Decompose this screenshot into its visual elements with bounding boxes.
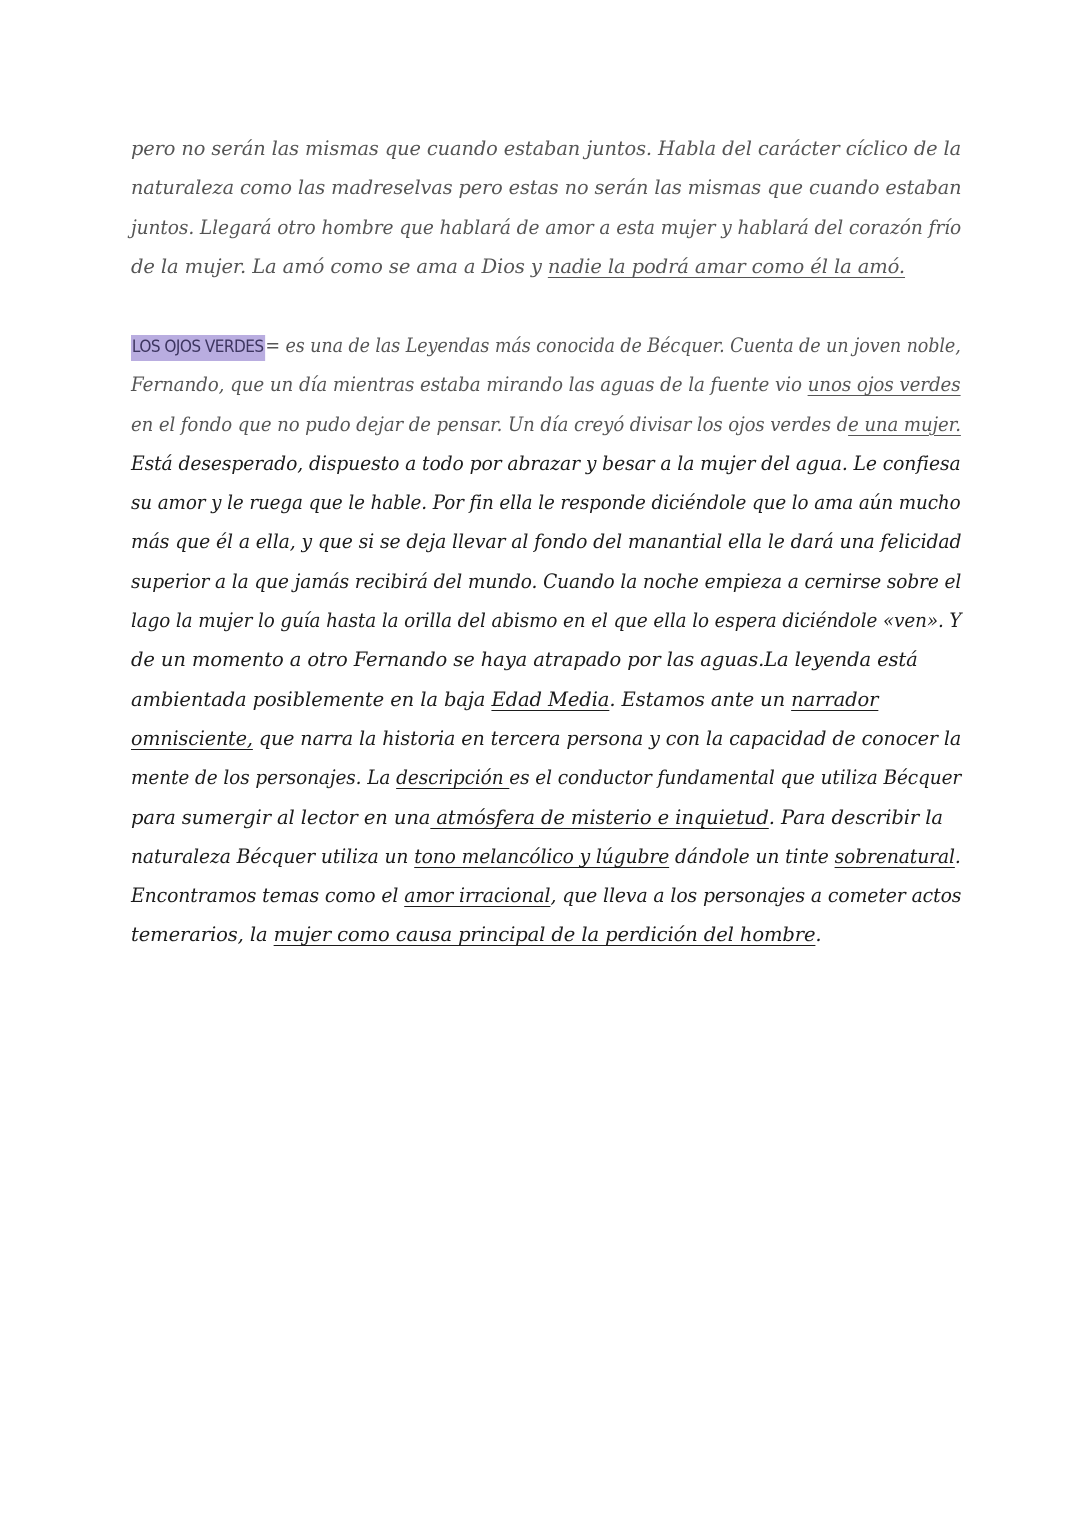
text-segment: . Estamos ante un <box>609 687 792 711</box>
underlined-phrase: mujer como causa principal de la perdición del hombre <box>273 923 816 947</box>
paragraph-los-ojos-verdes <box>131 326 961 955</box>
text-line <box>131 680 961 719</box>
equals-sign: = <box>265 334 280 357</box>
underlined-phrase: tono melancólico y lúgubre <box>414 844 670 868</box>
text-line <box>131 758 962 797</box>
text-line: Está desesperado, dispuesto a todo por abrazar y besar a la mujer del agua. Le confiesa <box>131 451 961 475</box>
text-line: juntos. Llegará otro hombre que hablará de amor a esta mujer y hablará del corazón frío <box>131 215 962 239</box>
text-segment: de la mujer. La amó como se ama a Dios y <box>131 254 548 278</box>
text-segment: . Para describir la <box>768 805 943 829</box>
underlined-phrase: unos ojos verdes <box>807 373 961 397</box>
text-segment: en el fondo que no pudo dejar de pensar. Un día creyó divisar los ojos verdes d <box>131 412 849 436</box>
text-line <box>131 798 961 837</box>
text-segment: dándole un tinte <box>669 844 835 868</box>
text-segment: Encontramos temas como el <box>131 884 405 908</box>
underlined-phrase: descripción <box>396 766 510 790</box>
text-segment: es el conductor fundamental que utiliza Bécquer <box>509 766 962 790</box>
text-line <box>131 405 961 444</box>
text-line: más que él a ella, y que si se deja llevar al fondo del manantial ella le dará una felicidad <box>131 530 962 554</box>
text-segment: . <box>954 844 961 868</box>
text-line: pero no serán las mismas que cuando estaban juntos. Habla del carácter cíclico de la <box>131 137 962 160</box>
underlined-phrase: Edad Media <box>491 687 610 711</box>
text-line: su amor y le ruega que le hable. Por fin ella le responde diciéndole que lo ama aún mucho <box>131 491 961 515</box>
paragraph-poem-summary <box>131 129 961 286</box>
text-line <box>131 247 961 286</box>
underlined-phrase: sobrenatural <box>834 844 955 868</box>
text-segment: para sumergir al lector en una <box>131 805 431 829</box>
text-line <box>131 876 962 915</box>
text-line <box>131 365 961 404</box>
text-line: superior a la que jamás recibirá del mundo. Cuando la noche empieza a cernirse sobre el <box>131 569 962 593</box>
text-segment: es una de las Leyendas más conocida de Bécquer. Cuenta de un joven noble, <box>279 334 961 357</box>
underlined-phrase: atmósfera de misterio e inquietud <box>430 805 769 829</box>
underlined-phrase: omnisciente, <box>131 726 253 750</box>
text-line <box>131 837 961 876</box>
text-segment: naturaleza Bécquer utiliza un <box>131 844 415 868</box>
text-segment: ambientada posiblemente en la baja <box>131 687 492 711</box>
text-line <box>131 915 961 954</box>
text-segment: temerarios, la <box>131 923 274 947</box>
underlined-phrase: nadie la podrá amar como él la amó. <box>547 254 906 278</box>
underlined-phrase: amor irracional <box>404 884 551 908</box>
text-segment: Fernando, que un día mientras estaba mirando las aguas de la fuente vio <box>131 373 808 397</box>
text-line <box>131 326 961 365</box>
text-line: lago la mujer lo guía hasta la orilla del abismo en el que ella lo espera diciéndole «ven». Y <box>131 609 962 633</box>
underlined-phrase: e una mujer. <box>848 412 961 436</box>
text-segment: mente de los personajes. La <box>131 766 397 790</box>
text-line <box>131 719 962 758</box>
text-line: de un momento a otro Fernando se haya atrapado por las aguas.La leyenda está <box>131 648 918 672</box>
underlined-phrase: narrador <box>791 687 879 711</box>
highlighted-title: LOS OJOS VERDES <box>131 335 265 361</box>
text-line: naturaleza como las madreselvas pero estas no serán las mismas que cuando estaban <box>131 176 962 200</box>
text-segment: , que lleva a los personajes a cometer actos <box>550 884 962 908</box>
text-segment: . <box>815 923 822 947</box>
text-segment: que narra la historia en tercera persona y con la capacidad de conocer la <box>252 726 962 750</box>
